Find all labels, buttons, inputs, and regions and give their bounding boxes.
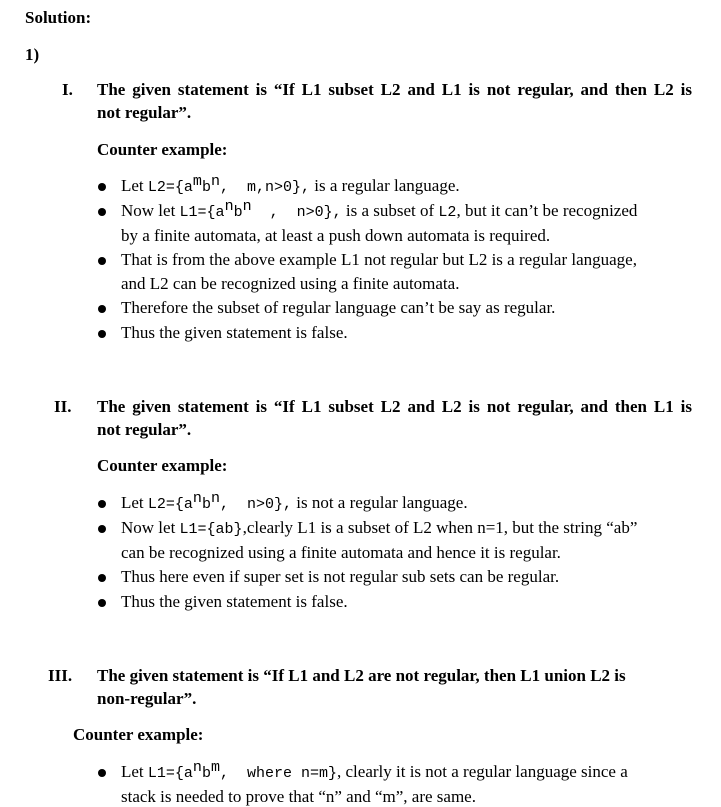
section-numeral: II. <box>54 397 72 416</box>
counter-example-label: Counter example: <box>97 140 228 159</box>
bullet-dot <box>98 208 106 216</box>
bullet-dot <box>98 525 106 533</box>
bullet-dot <box>98 183 106 191</box>
bullet-text: Let $L1=\{a^nb^m$, where n=m}, clearly it is not a regular language since a <box>121 759 628 782</box>
bullet-text: Now let $L1=\{a^nb^n$ , n>0}, is a subset of L2, but it can’t be recognized <box>121 198 638 221</box>
statement-line: The given statement is “If L1 subset L2 and L2 is not regular, and then L1 is <box>97 397 692 416</box>
bullet-text-continuation: by a finite automata, at least a push down automata is required. <box>121 226 551 245</box>
bullet-text: That is from the above example L1 not regular but L2 is a regular language, <box>121 250 637 269</box>
bullet-dot <box>98 574 106 582</box>
counter-example-label: Counter example: <box>73 725 204 744</box>
bullet-text: Thus the given statement is false. <box>121 592 348 611</box>
section-numeral: I. <box>62 80 73 99</box>
bullet-text: Therefore the subset of regular language can’t be say as regular. <box>121 298 556 317</box>
statement-line: The given statement is “If L1 and L2 are not regular, then L1 union L2 is <box>97 666 626 685</box>
bullet-text: Now let L1={ab},clearly L1 is a subset of L2 when n=1, but the string “ab” <box>121 518 638 538</box>
solution-heading: Solution: <box>25 8 92 27</box>
bullet-dot <box>98 599 106 607</box>
bullet-dot <box>98 330 106 338</box>
bullet-text: Let $L2=\{a^mb^n$, m,n>0}, is a regular language. <box>121 173 460 196</box>
statement-line: The given statement is “If L1 subset L2 and L1 is not regular, and then L2 is <box>97 80 692 99</box>
section-numeral: III. <box>48 666 73 685</box>
bullet-dot <box>98 500 106 508</box>
bullet-text-continuation: and L2 can be recognized using a finite automata. <box>121 274 460 293</box>
bullet-dot <box>98 305 106 313</box>
statement-line: not regular”. <box>97 103 192 122</box>
bullet-text: Thus the given statement is false. <box>121 323 348 342</box>
bullet-text: Thus here even if super set is not regular sub sets can be regular. <box>121 567 560 586</box>
counter-example-label: Counter example: <box>97 456 228 475</box>
statement-line: non-regular”. <box>97 689 197 708</box>
bullet-text-continuation: can be recognized using a finite automata and hence it is regular. <box>121 543 561 562</box>
bullet-text-continuation: stack is needed to prove that “n” and “m”, are same. <box>121 787 476 806</box>
bullet-dot <box>98 257 106 265</box>
bullet-text: Let $L2=\{a^nb^n$, n>0}, is not a regular language. <box>121 490 468 513</box>
bullet-dot <box>98 769 106 777</box>
part-number: 1) <box>25 45 40 64</box>
statement-line: not regular”. <box>97 420 192 439</box>
